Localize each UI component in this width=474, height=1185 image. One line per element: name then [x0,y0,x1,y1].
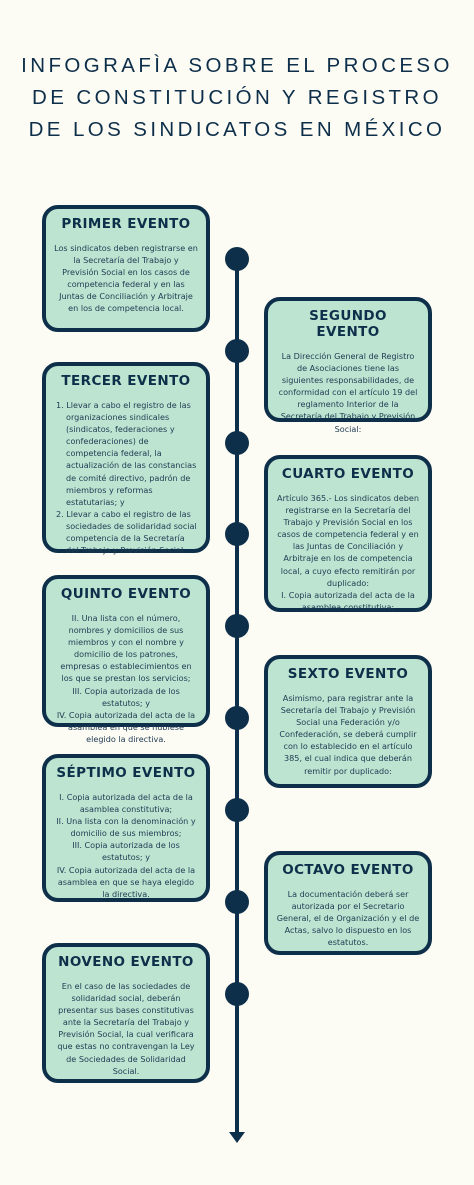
event-text: Los sindicatos deben registrarse en la Secretaría del Trabajo y Previsión Social en los casos de competencia federal y en las Juntas de Conciliación y Arbitraje en los de competencia local. [54,243,198,314]
timeline-dot [225,982,249,1006]
timeline-dot [225,339,249,363]
event-card-2 [264,297,432,434]
title-line-1: INFOGRAFÌA SOBRE EL PROCESO [21,54,453,77]
list-item: II. Una lista con el número, nombres y domicilios de sus miembros y con el nombre y domicilio de los patrones, empresas o establecimientos en los que se prestan los servicios; [60,613,192,684]
event-text: La documentación deberá ser autorizada por el Secretario General, el de Organización y el de Actas, salvo lo dispuesto en los estatutos. [276,889,420,948]
title-line-2: DE CONSTITUCIÓN Y REGISTRO [32,86,442,109]
title-line-3: DE LOS SINDICATOS EN MÉXICO [28,118,446,141]
timeline-arrow-icon [229,1132,245,1143]
list-item: II. Una lista con la denominación y domicilio de sus miembros; [56,816,196,839]
timeline-dot [225,431,249,455]
event-text: Artículo 365.- Los sindicatos deben registrarse en la Secretaría del Trabajo y Previsión Social en los casos de competencia federal y en las Juntas de Conciliación y Arbitraje en los de competencia local, a cuyo efecto remitirán por duplicado: [277,493,419,588]
event-text: Asimismo, para registrar ante la Secretaría del Trabajo y Previsión Social una Federación y/o Confederación, se deberá cumplir con lo establecido en el artículo 385, el cual indica que deberán remitir por duplicado: [279,693,417,776]
event-title: SEXTO EVENTO [287,666,409,682]
event-list [54,612,198,745]
event-title: PRIMER EVENTO [61,216,191,232]
event-card-8 [264,851,432,955]
event-card-1 [42,205,210,332]
event-card-3 [42,362,210,556]
event-text: En el caso de las sociedades de solidaridad social, deberán presentar sus bases constitutivas ante la Secretaría del Trabajo y Previsión Social, la cual verificara que estas no contravengan la Ley de Sociedades de Solidaridad Social. [57,981,195,1076]
event-title: SEGUNDO EVENTO [309,308,387,340]
timeline-dot [225,247,249,271]
timeline-dot [225,890,249,914]
event-card-5 [42,575,210,744]
event-list [54,399,198,556]
list-item: I. Copia autorizada del acta de la asamblea constitutiva; [59,792,193,815]
list-item: IV. Copia autorizada del acta de la asamblea en que se hubiese elegido la directiva. [56,709,196,744]
timeline-dot [225,522,249,546]
event-title: NOVENO EVENTO [58,954,194,970]
timeline-dot [225,798,249,822]
event-text: La Dirección General de Registro de Asociaciones tiene las siguientes responsabilidades, de conformidad con el artículo 19 del reglamento Interior de la Secretaría del Trabajo y Previsión Social: [278,351,418,434]
list-item: 2. Llevar a cabo el registro de las sociedades de solidaridad social competencia de la Secretaría del Trabajo y Previsión Social. [56,508,197,556]
list-item: IV. Copia autorizada del acta de la asamblea en que se haya elegido la directiva. [56,864,196,899]
list-item: III. Copia autorizada de los estatutos; y [72,685,180,708]
event-title: TERCER EVENTO [61,373,191,389]
event-text-2: I. Copia autorizada del acta de la asamblea constitutiva; [281,589,415,612]
event-title: CUARTO EVENTO [281,466,415,482]
list-item: III. Copia autorizada de los estatutos; y [72,840,180,863]
page-title [0,50,474,146]
event-card-6 [264,655,432,788]
list-item: 1. Llevar a cabo el registro de las organizaciones sindicales (sindicatos, federaciones y confederaciones) de competencia federal, la actualización de las constancias de comité directivo, padrón de miembros y reformas estatutarias; y [56,400,197,507]
event-card-4 [264,455,432,612]
timeline-dot [225,614,249,638]
event-card-7 [42,754,210,902]
event-list [54,791,198,900]
event-title: OCTAVO EVENTO [282,862,414,878]
timeline-dot [225,706,249,730]
event-title: SÉPTIMO EVENTO [56,765,196,781]
event-card-9 [42,943,210,1083]
event-title: QUINTO EVENTO [60,586,192,602]
